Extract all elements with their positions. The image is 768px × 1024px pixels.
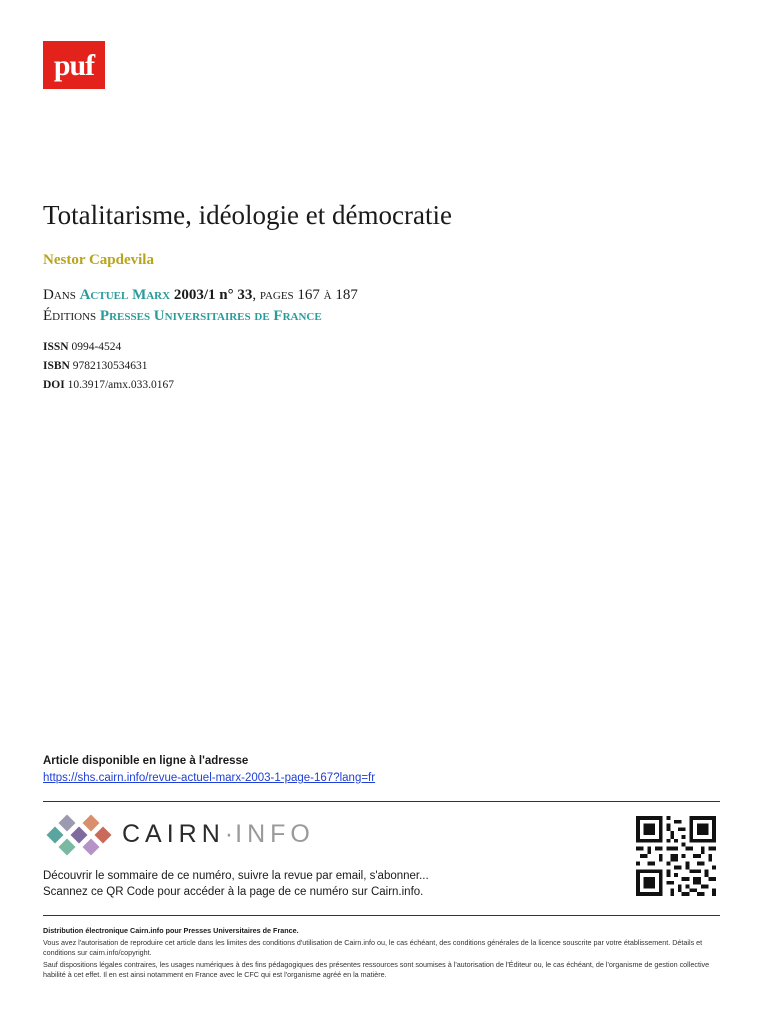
divider-top	[43, 801, 720, 802]
issn-value: 0994-4524	[71, 341, 122, 353]
cairn-brand-info: INFO	[235, 820, 315, 848]
doi-label: DOI	[43, 379, 65, 391]
doi-line	[43, 379, 174, 391]
isbn-label: ISBN	[43, 360, 70, 372]
puf-logo: puf	[43, 41, 105, 89]
cairn-brand-dot: ·	[224, 820, 236, 848]
cairn-brand-main: CAIRN	[122, 820, 225, 848]
article-title: Totalitarisme, idéologie et démocratie	[43, 200, 452, 230]
reproduction-notice: Vous avez l'autorisation de reproduire cet article dans les limites des conditions d'utilisation de Cairn.info ou, le cas échéant, des conditions générales de la licence souscrite par votre établissement. Détails et conditions sur cairn.info/copyright.	[43, 938, 703, 957]
issn-line	[43, 341, 121, 353]
qr-code-icon[interactable]	[633, 816, 719, 896]
editions-label: Éditions	[43, 308, 97, 324]
pages-range: , pages 167 à 187	[252, 287, 358, 303]
publication-line	[43, 287, 358, 304]
isbn-value: 9782130534631	[72, 360, 148, 372]
cairn-promo-line-1: Découvrir le sommaire de ce numéro, suivre la revue par email, s'abonner...	[43, 870, 429, 882]
isbn-line	[43, 360, 147, 372]
cairn-promo-text	[43, 868, 429, 900]
article-url-link[interactable]: https://shs.cairn.info/revue-actuel-marx-2003-1-page-167?lang=fr	[43, 772, 376, 784]
issn-label: ISSN	[43, 341, 69, 353]
publisher-link[interactable]: Presses Universitaires de France	[99, 308, 322, 324]
issue-number: 2003/1 n° 33	[173, 287, 253, 303]
online-availability-label: Article disponible en ligne à l'adresse	[43, 755, 249, 767]
cairn-promo-line-2: Scannez ce QR Code pour accéder à la page de ce numéro sur Cairn.info.	[43, 886, 424, 898]
legal-usage-notice: Sauf dispositions légales contraires, les usages numériques à des fins pédagogiques des présentes ressources sont soumises à l'autorisation de l'Éditeur ou, le cas échéant, de l'organisme de gestion collective habilité à cet effet. Il en est ainsi notamment en France avec le CFC qui est l'organisme agréé en la matière.	[43, 960, 710, 979]
dans-label: Dans	[43, 287, 76, 303]
cairn-wordmark	[122, 820, 315, 849]
distribution-notice: Distribution électronique Cairn.info pour Presses Universitaires de France.	[43, 926, 299, 935]
doi-value: 10.3917/amx.033.0167	[67, 379, 174, 391]
journal-link[interactable]: Actuel Marx	[79, 287, 171, 303]
editions-line	[43, 308, 322, 325]
author-name[interactable]: Nestor Capdevila	[43, 252, 154, 268]
divider-bottom	[43, 915, 720, 916]
